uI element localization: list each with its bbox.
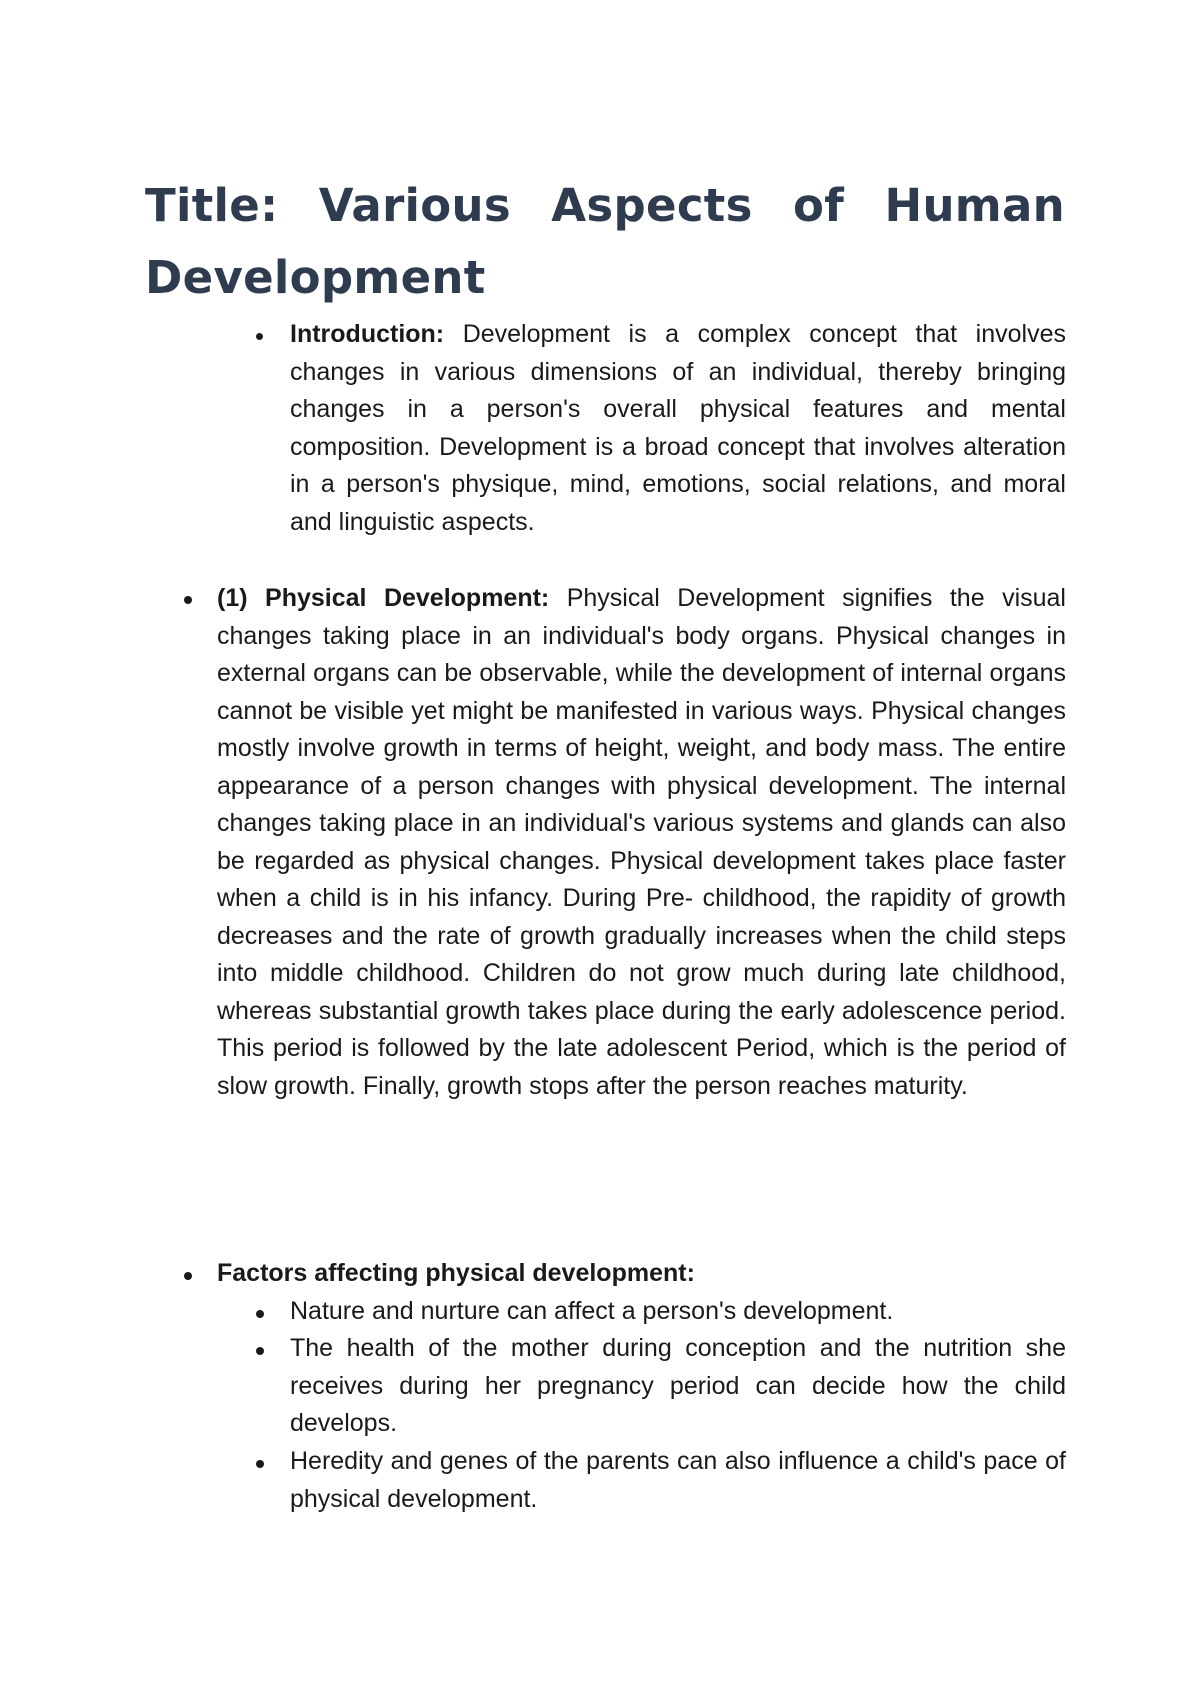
factor-bullet-icon	[256, 1347, 264, 1355]
page-title: Title: Various Aspects of Human Development	[145, 179, 1065, 304]
factor-bullet-icon	[256, 1460, 264, 1468]
list-item	[290, 1330, 1066, 1443]
physical-text: Physical Development signifies the visual changes taking place in an individual's body organs. Physical changes in external organs can be observable, while the development of internal organs cannot be visible yet might be manifested in various ways. Physical changes mostly involve growth in terms of height, weight, and body mass. The entire appearance of a person changes with physical development. The internal changes taking place in an individual's various systems and glands can also be regarded as physical changes. Physical development takes place faster when a child is in his infancy. During Pre- childhood, the rapidity of growth decreases and the rate of growth gradually increases when the child steps into middle childhood. Children do not grow much during late childhood, whereas substantial growth takes place during the early adolescence period. This period is followed by the late adolescent Period, which is the period of slow growth. Finally, growth stops after the person reaches maturity.	[217, 584, 1066, 1100]
factor-text: The health of the mother during conception and the nutrition she receives during her pregnancy period can decide how the child develops.	[290, 1334, 1066, 1437]
list-item	[290, 1293, 1066, 1331]
factors-heading	[217, 1255, 1066, 1293]
intro-paragraph	[290, 316, 1066, 541]
intro-bullet-icon	[256, 333, 263, 340]
factor-bullet-icon	[256, 1310, 264, 1318]
factor-text: Heredity and genes of the parents can also influence a child's pace of physical development.	[290, 1447, 1066, 1513]
physical-label: (1) Physical Development:	[217, 584, 550, 612]
list-item	[290, 1443, 1066, 1518]
physical-development-paragraph	[217, 580, 1066, 1105]
factors-label: Factors affecting physical development:	[217, 1259, 695, 1287]
physical-bullet-icon	[184, 596, 192, 604]
factors-bullet-icon	[184, 1272, 192, 1280]
intro-text: Development is a complex concept that involves changes in various dimensions of an individual, thereby bringing changes in a person's overall physical features and mental composition. Development is a broad concept that involves alteration in a person's physique, mind, emotions, social relations, and moral and linguistic aspects.	[290, 320, 1066, 536]
intro-label: Introduction:	[290, 320, 445, 348]
factor-text: Nature and nurture can affect a person's development.	[290, 1297, 894, 1325]
